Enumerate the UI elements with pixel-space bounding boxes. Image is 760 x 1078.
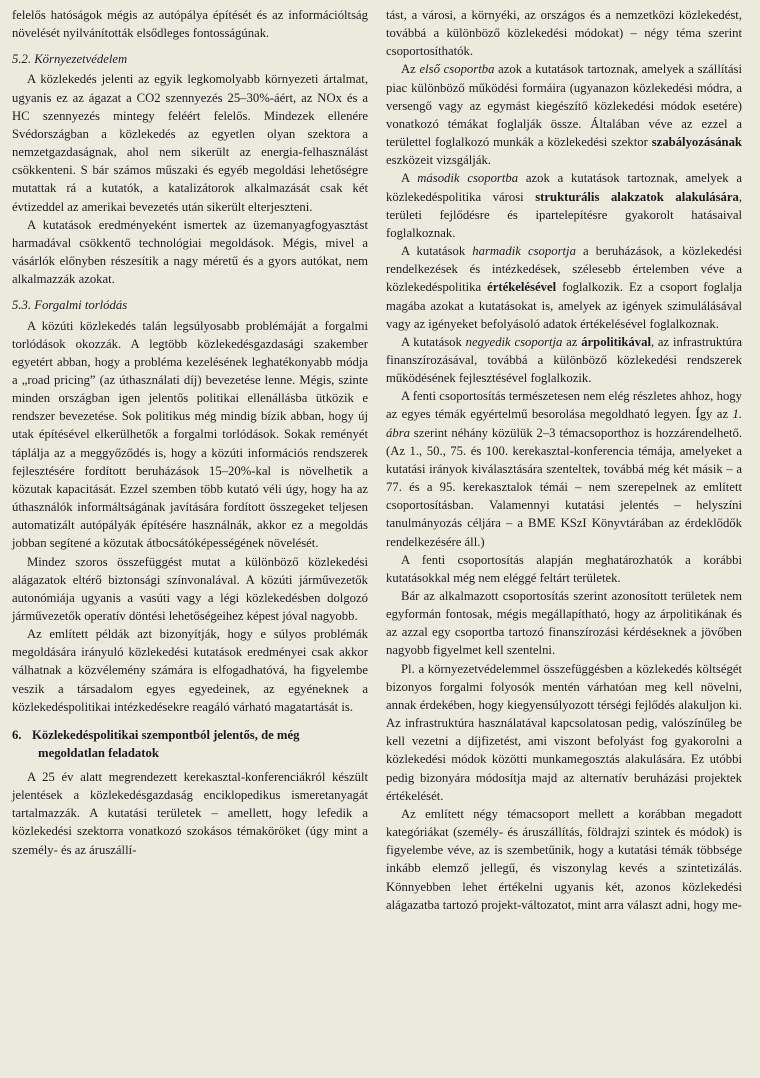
paragraph: A 25 év alatt megrendezett kerekasztal-konferenciákról készült jelentések a közlekedésgazdaság enciklopedikus ismeretanyagát tartalmazzák. A kutatási területek – amellett, hogy lefedik a közlekedési szektorra vonatkozó szokásos témaköröket (úgy mint a személy- és az áruszállí-	[12, 769, 368, 857]
paragraph: A közlekedés jelenti az egyik legkomolyabb környezeti ártalmat, ugyanis ez az ágazat a CO2 szennyezés 25–30%-áért, az NOx és a HC szennyezés mintegy feléért felelős. Mindezek ellenére Svédországban a közlekedés az egyetlen olyan szektora a nemzetgazdaságnak, ahol nem sikerült az energia-felhasználást csökkenteni. S bár számos műszaki és egyéb megoldási lehetőségre mutattak rá a kutatók, a katalizátorok alkalmazását csak két évtizeddel az amerikai bevezetés után sikerült elterjeszteni.	[12, 72, 368, 214]
paragraph: A fenti csoportosítás természetesen nem elég részletes ahhoz, hogy az egyes témák egyértelmű besorolása megoldható legyen. Így az 1. ábra szerint néhány közülük 2–3 témacsoporthoz is hozzárendelhető. (Az 1., 50., 75. és 100. kerekasztal-konferencia témája, amelyeket a kutatási irányok kiválasztására szenteltek, továbbá még két másik – a 77. és a 95. kerekasztalok témái – nem szerepelnek az említett csoportosításban. Valamennyi kutatási jelentés – helyszíni tanulmányozás céljára – a BME KSzI Könyvtárában az érdeklődők rendelkezésére áll.)	[386, 389, 742, 549]
section-heading-5-2: 5.2. Környezetvédelem	[12, 52, 128, 67]
paragraph: Pl. a környezetvédelemmel összefüggésben a közlekedés költségét bizonyos forgalmi folyosók mentén várhatóan meg kell növelni, annak érdekében, hogy kiegyensúlyozott térségi fejlődés alakuljon ki. Az infrastruktúra használatával kapcsolatosan pedig, valószínűleg be kell vezetni a díjfizetést, ami viszont befolyást fog gyakorolni a közlekedési módok közötti munkamegosztás alakulására. Ez utóbbi pedig bizonyára módosítja majd az alternatív beruházási projektek értékelését.	[386, 661, 742, 803]
section-title: Közlekedéspolitikai szempontból jelentős, de még megoldatlan feladatok	[32, 727, 300, 760]
paragraph: A közúti közlekedés talán legsúlyosabb problémáját a forgalmi torlódások okozzák. A legtöbb közlekedésgazdasági szakember egyetért abban, hogy a probléma kezelésének leghatékonyabb módja a „road pricing” (az úthasználati díj) bevezetése lenne. Mégis, szinte minden országban igen jelentős politikai ellenállásba ütközik e rendszer bevezetése. Sok politikus még mindig bízik abban, hogy új utak építésével elkerülhetők a forgalmi torlódások. Sokak reményét táplálja az a meggyőződés is, hogy a közúti információs rendszerek fejlesztésére fordított beruházások 15–20%-kal is növelhetik a közutak kapacitását. Ezzel szemben több kutató véli úgy, hogy ha az úthasználók informáltságának javítására fordított összegeket teljesen automatizált autópályák építésére használnák, akkor ez a megoldás jobban segítené a közutak átbocsátóképességének növelését.	[12, 318, 368, 551]
paragraph: Az említett négy témacsoport mellett a korábban megadott kategóriákat (személy- és áruszállítás, földrajzi szintek és módok) is figyelembe véve, az is szembetűnik, hogy a kutatási témák többsége inkább elemző jellegű, és viszonylag kevés a szintetizálás. Könnyebben lehet értékelni ugyanis két, azonos közlekedési alágazatba tartozó projekt-változatot, mint arra választ adni, hogy me-	[386, 806, 742, 912]
right-column	[386, 6, 742, 1078]
paragraph: tást, a városi, a környéki, az országos és a nemzetközi közlekedést, továbbá a különböző közlekedési módokat) – négy téma szerint csoportosíthatók.	[386, 8, 742, 59]
left-column	[12, 6, 368, 1078]
paragraph-first-group: Az első csoportba azok a kutatások tartoznak, amelyek a szállítási piac különböző működési formáira (ugyanazon közlekedési módra, a versengő vagy az egymást kiegészítő közlekedési módok esetére) vonatkozó témákat foglalják össze. Általában véve az ezzel a területtel foglalkozó munkák a közlekedési szektor szabályozásának eszközeit vizsgálják.	[386, 62, 742, 168]
paragraph: A kutatások eredményeként ismertek az üzemanyagfogyasztást harmadával csökkentő technológiai megoldások. Mégis, mivel a vásárlók előnyben részesítik a nagy méretű és a gyors autókat, nem alkalmazzák azokat.	[12, 217, 368, 287]
section-heading-5-3: 5.3. Forgalmi torlódás	[12, 298, 128, 313]
paragraph-second-group: A második csoportba azok a kutatások tartoznak, amelyek a közlekedéspolitika városi strukturális alakzatok alakulására, területi fejlődésre és ipartelepítésre gyakorolt hatásaival foglalkoznak.	[386, 171, 742, 240]
paragraph: Mindez szoros összefüggést mutat a különböző közlekedési alágazatok eltérő biztonsági színvonalával. A közúti járművezetők autonómiája ugyanis a vasúti vagy a légi közlekedésben dolgozó járművezetők operatív döntési lehetőségeihez képest jóval nagyobb.	[12, 554, 368, 623]
paragraph: Bár az alkalmazott csoportosítás szerint azonosított területek nem egyformán fontosak, mégis megállapítható, hogy az árpolitikának és az azzal egy csoportba tartozó finanszírozási kérdéseknek a jövőben nagyobb figyelmet kell szentelni.	[386, 589, 742, 658]
paragraph: A fenti csoportosítás alapján meghatározhatók a korábbi kutatásokkal még nem eléggé feltárt területek.	[386, 552, 742, 585]
paragraph-third-group: A kutatások harmadik csoportja a beruházások, a közlekedési rendelkezések és intézkedések, szélesebb értelemben véve a közlekedéspolitika értékelésével foglalkozik. Ez a csoport foglalja magába azokat a kutatásokat is, amelyek az igények szimulálásával vagy az igényeket befolyásoló adatok értékelésével foglalkoznak.	[386, 244, 742, 331]
paragraph: Az említett példák azt bizonyítják, hogy e súlyos problémák megoldására irányuló közlekedési kutatások eredményei csak akkor válhatnak a közvélemény számára is elfogadhatóvá, ha figyelembe veszik a társadalom egyes egyedeinek, az egyéneknek a közlekedéspolitikai intézkedésekre reagáló várható magatartását is.	[12, 627, 368, 714]
section-heading-6	[12, 726, 368, 762]
paragraph: felelős hatóságok mégis az autópálya építését és az információltság növelését nyilvánították elsődleges fontosságúnak.	[12, 8, 368, 41]
paragraph-fourth-group: A kutatások negyedik csoportja az árpolitikával, az infrastruktúra finanszírozásával, továbbá a különböző közlekedési rendszerek működésének fejlesztésével foglalkozik.	[386, 334, 742, 386]
section-number: 6.	[12, 727, 22, 742]
